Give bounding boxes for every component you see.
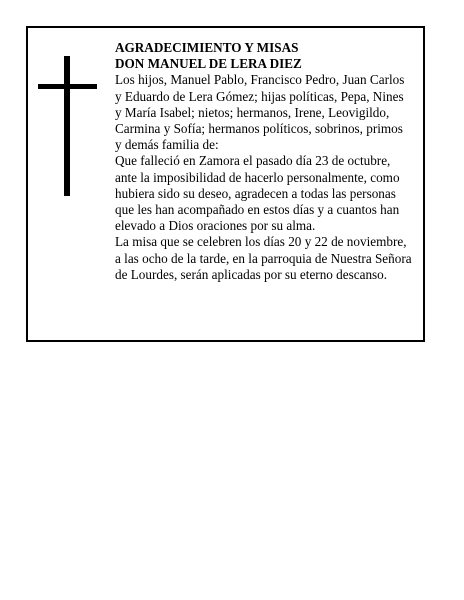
cross-horizontal-bar (38, 84, 97, 89)
notice-body-line: de Lourdes, serán aplicadas por su eterno descanso. (115, 266, 388, 282)
notice-heading-line-2: DON MANUEL DE LERA DIEZ (115, 56, 302, 72)
notice-text-block (115, 40, 427, 283)
notice-body-line: a las ocho de la tarde, en la parroquia de Nuestra Señora (115, 250, 412, 266)
notice-body-line: Los hijos, Manuel Pablo, Francisco Pedro, Juan Carlos (115, 72, 405, 88)
notice-body-line: y demás familia de: (115, 137, 219, 153)
notice-body-line: elevado a Dios oraciones por su alma. (115, 218, 316, 234)
notice-body-line: Carmina y Sofía; hermanos políticos, sobrinos, primos (115, 121, 403, 137)
notice-body-line: y Eduardo de Lera Gómez; hijas políticas, Pepa, Nines (115, 88, 404, 104)
notice-body-line: que les han acompañado en estos días y a cuantos han (115, 202, 400, 218)
notice-body-line: La misa que se celebren los días 20 y 22 de noviembre, (115, 234, 407, 250)
notice-body-line: y María Isabel; nietos; hermanos, Irene, Leovigildo, (115, 104, 390, 120)
notice-heading-line-1: AGRADECIMIENTO Y MISAS (115, 40, 299, 55)
cross-vertical-bar (64, 56, 70, 196)
notice-body-line: hubiera sido su deseo, agradecen a todas las personas (115, 185, 396, 201)
notice-body-line: ante la imposibilidad de hacerlo personalmente, como (115, 169, 400, 185)
notice-body-line: Que falleció en Zamora el pasado día 23 de octubre, (115, 153, 391, 169)
